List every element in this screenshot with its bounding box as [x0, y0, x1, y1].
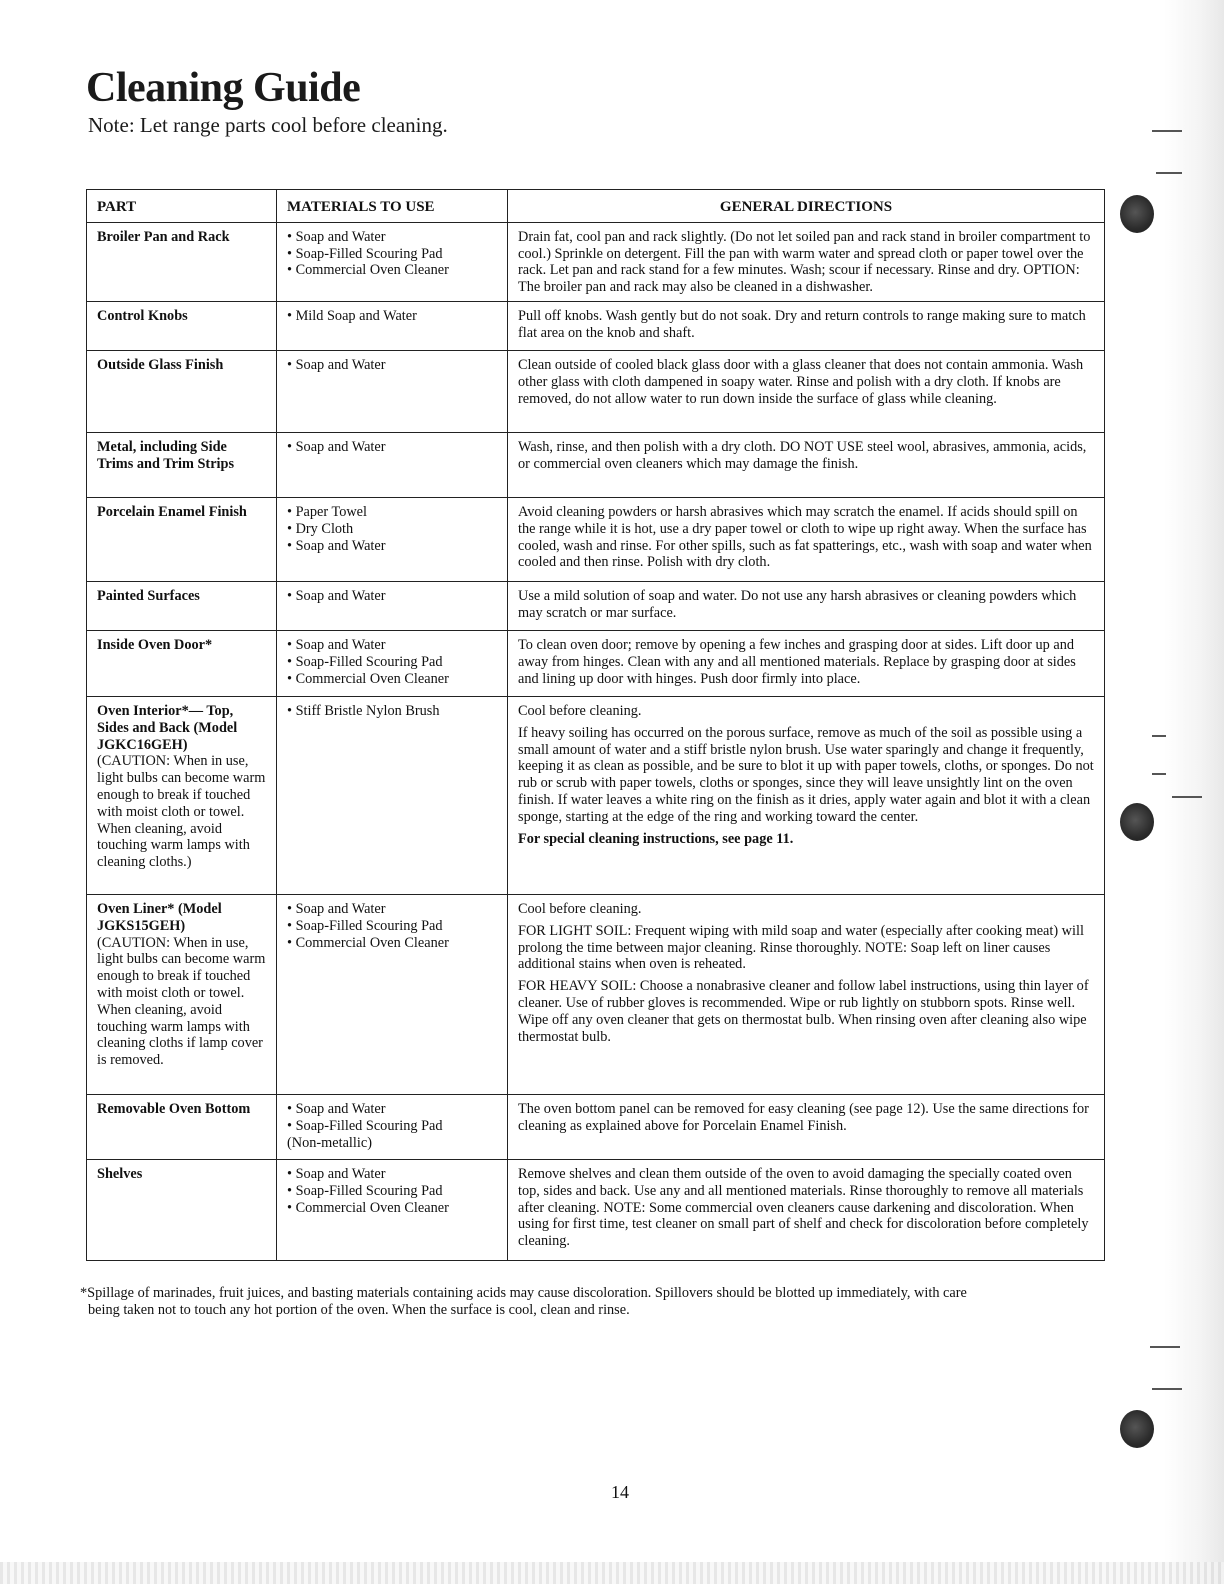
directions-cell — [508, 581, 1105, 630]
directions-text: If heavy soiling has occurred on the porous surface, remove as much of the soil as possible using a small amount of water and a stiff bristle nylon brush. Use water sparingly and change it frequently, keeping it as clean as possible, and be sure to blot it up with paper towels, cloths, or sponges. Do not rub or scrub with paper towels, cloths or sponges, since they will leave unsightly lint on the oven finish. If water leaves a white ring on the finish as it dries, apply water again and blot it with a clean sponge, starting at the edge of the ring and working toward the center. — [518, 724, 1094, 825]
directions-text: Pull off knobs. Wash gently but do not soak. Dry and return controls to range making sure to match flat area on the knob and shaft. — [518, 307, 1086, 341]
material-item: • Mild Soap and Water — [287, 308, 497, 325]
caution-note: (CAUTION: When in use, light bulbs can become warm enough to break if touched with moist cloth or towel. When cleaning, avoid touching warm lamps with cleaning cloths.) — [97, 753, 266, 871]
material-item: • Commercial Oven Cleaner — [287, 935, 497, 952]
scan-mark — [1152, 773, 1166, 775]
directions-text: To clean oven door; remove by opening a few inches and grasping door at sides. Lift door up and away from hinges. Clean with any and all mentioned materials. Replace by grasping door at sides and lining up door with hinges. Push door firmly into place. — [518, 636, 1076, 687]
scan-mark — [1156, 172, 1182, 174]
directions-text: Cool before cleaning. — [518, 900, 642, 917]
table-row — [87, 696, 1105, 894]
directions-text: Wash, rinse, and then polish with a dry cloth. DO NOT USE steel wool, abrasives, ammonia, acids, or commercial oven cleaners which may damage the finish. — [518, 438, 1087, 472]
directions-cell — [508, 301, 1105, 350]
table-row — [87, 301, 1105, 350]
part-name: Shelves — [97, 1165, 143, 1182]
directions-text: The oven bottom panel can be removed for easy cleaning (see page 12). Use the same directions for cleaning as explained above for Porcelain Enamel Finish. — [518, 1100, 1089, 1134]
materials-cell — [277, 350, 508, 432]
part-name: Removable Oven Bottom — [97, 1100, 251, 1117]
part-name: Painted Surfaces — [97, 587, 200, 604]
material-item: • Commercial Oven Cleaner — [287, 671, 497, 688]
material-item: • Soap and Water — [287, 901, 497, 918]
material-item: • Soap and Water — [287, 1101, 497, 1118]
table-row — [87, 497, 1105, 581]
directions-text: Clean outside of cooled black glass door with a glass cleaner that does not contain ammonia. Wash other glass with cloth dampened in soapy water. Rinse and polish with a dry cloth. If knobs are removed, do not allow water to run down inside the surface of glass while cleaning. — [518, 356, 1084, 407]
table-row — [87, 894, 1105, 1094]
material-item: • Soap-Filled Scouring Pad — [287, 918, 497, 935]
material-item: • Paper Towel — [287, 504, 497, 521]
materials-cell — [277, 1094, 508, 1159]
part-name: Porcelain Enamel Finish — [97, 503, 247, 520]
material-item: • Dry Cloth — [287, 521, 497, 538]
part-cell — [87, 696, 277, 894]
materials-cell — [277, 696, 508, 894]
table-row — [87, 1094, 1105, 1159]
part-cell — [87, 894, 277, 1094]
material-item: • Soap-Filled Scouring Pad — [287, 1118, 497, 1135]
binder-hole — [1120, 195, 1154, 233]
table-row — [87, 630, 1105, 696]
materials-cell — [277, 222, 508, 301]
table-row — [87, 222, 1105, 301]
directions-cell — [508, 497, 1105, 581]
directions-text: Remove shelves and clean them outside of the oven to avoid damaging the specially coated oven top, sides and back. Use any and all mentioned materials. Rinse thoroughly to remove all materials after cleaning. NOTE: Some commercial oven cleaners cause darkening and discoloration. When using for first time, test cleaner on small part of shelf and check for discoloration before completely cleaning. — [518, 1165, 1089, 1250]
materials-cell — [277, 497, 508, 581]
table-row — [87, 432, 1105, 497]
part-cell — [87, 432, 277, 497]
caution-note: (CAUTION: When in use, light bulbs can become warm enough to break if touched with moist cloth or towel. When cleaning, avoid touching warm lamps with cleaning cloths if lamp cover is removed. — [97, 934, 266, 1069]
scan-mark — [1172, 796, 1202, 798]
page-title: Cleaning Guide — [86, 65, 361, 111]
materials-cell — [277, 630, 508, 696]
part-name: Broiler Pan and Rack — [97, 228, 230, 245]
material-item: • Soap-Filled Scouring Pad — [287, 246, 497, 263]
column-header-part: PART — [87, 190, 277, 223]
material-item: • Soap and Water — [287, 538, 497, 555]
part-name: Oven Liner* (Model JGKS15GEH) — [97, 900, 222, 934]
part-cell — [87, 630, 277, 696]
table-row — [87, 350, 1105, 432]
column-header-directions: GENERAL DIRECTIONS — [508, 190, 1105, 223]
directions-cell — [508, 350, 1105, 432]
part-cell — [87, 1094, 277, 1159]
binder-hole — [1120, 803, 1154, 841]
materials-cell — [277, 432, 508, 497]
part-cell — [87, 350, 277, 432]
part-name: Metal, including Side Trims and Trim Strips — [97, 438, 235, 472]
material-item: • Soap and Water — [287, 229, 497, 246]
directions-cell — [508, 1159, 1105, 1260]
table-row — [87, 1159, 1105, 1260]
page-note: Note: Let range parts cool before cleaning. — [88, 113, 448, 137]
materials-cell — [277, 581, 508, 630]
scan-bottom-edge — [0, 1562, 1224, 1584]
material-item: • Commercial Oven Cleaner — [287, 262, 497, 279]
part-cell — [87, 581, 277, 630]
part-name: Outside Glass Finish — [97, 356, 224, 373]
directions-text: FOR HEAVY SOIL: Choose a nonabrasive cleaner and follow label instructions, using thin layer of cleaner. Use of rubber gloves is recommended. Wipe or rub lightly on stubborn spots. Rinse well. Wipe off any oven cleaner that gets on thermostat bulb. When rinsing oven after cleaning also wipe thermostat bulb. — [518, 978, 1089, 1045]
part-name: Control Knobs — [97, 307, 188, 324]
directions-cell — [508, 696, 1105, 894]
material-item: • Soap and Water — [287, 637, 497, 654]
scan-mark — [1152, 130, 1182, 132]
material-item: • Soap and Water — [287, 588, 497, 605]
directions-cell — [508, 630, 1105, 696]
part-cell — [87, 1159, 277, 1260]
part-cell — [87, 497, 277, 581]
material-item: • Soap-Filled Scouring Pad — [287, 654, 497, 671]
materials-cell — [277, 894, 508, 1094]
material-note: (Non-metallic) — [287, 1134, 372, 1151]
material-item: • Soap and Water — [287, 357, 497, 374]
footnote-line: being taken not to touch any hot portion of the oven. When the surface is cool, clean and rinse. — [88, 1302, 630, 1318]
scan-mark — [1150, 1346, 1180, 1348]
footnote — [80, 1285, 1080, 1319]
material-item: • Stiff Bristle Nylon Brush — [287, 703, 497, 720]
directions-cell — [508, 1094, 1105, 1159]
directions-text: Cool before cleaning. — [518, 702, 642, 719]
directions-cell — [508, 432, 1105, 497]
part-name: Inside Oven Door* — [97, 636, 213, 653]
material-item: • Soap and Water — [287, 1166, 497, 1183]
material-item: • Soap and Water — [287, 439, 497, 456]
part-name: Oven Interior*— Top, Sides and Back (Model JGKC16GEH) — [97, 702, 238, 753]
directions-text: Avoid cleaning powders or harsh abrasives which may scratch the enamel. If acids should spill on the range while it is hot, use a dry paper towel or cloth to wipe up right away. When the surface has cooled, wash and rinse. For other spills, such as fat spatterings, etc., wash with soap and water when cooled and then rinse. Polish with dry cloth. — [518, 503, 1092, 571]
directions-text: Use a mild solution of soap and water. Do not use any harsh abrasives or cleaning powders which may scratch or mar surface. — [518, 587, 1077, 621]
material-item: • Soap-Filled Scouring Pad — [287, 1183, 497, 1200]
binder-hole — [1120, 1410, 1154, 1448]
directions-cell — [508, 222, 1105, 301]
scan-mark — [1152, 735, 1166, 737]
part-cell — [87, 222, 277, 301]
scan-mark — [1152, 1388, 1182, 1390]
directions-text: Drain fat, cool pan and rack slightly. (Do not let soiled pan and rack stand in broiler compartment to cool.) Sprinkle on detergent. Fill the pan with warm water and spread cloth or paper towel over the rack. Let pan and rack stand for a few minutes. Wash; scour if necessary. Rinse and dry. OPTION: The broiler pan and rack may also be cleaned in a dishwasher. — [518, 228, 1091, 296]
part-cell — [87, 301, 277, 350]
table-header-row — [87, 190, 1105, 223]
column-header-materials: MATERIALS TO USE — [277, 190, 508, 223]
directions-reference: For special cleaning instructions, see page 11. — [518, 830, 794, 847]
table-row — [87, 581, 1105, 630]
cleaning-guide-table — [86, 189, 1105, 1261]
materials-cell — [277, 1159, 508, 1260]
page-number: 14 — [611, 1482, 629, 1502]
material-item: • Commercial Oven Cleaner — [287, 1200, 497, 1217]
directions-cell — [508, 894, 1105, 1094]
directions-text: FOR LIGHT SOIL: Frequent wiping with mild soap and water (especially after cooking meat) will prolong the time between major cleaning. Rinse thoroughly. NOTE: Soap left on liner causes additional stains when oven is reheated. — [518, 922, 1084, 973]
footnote-line: *Spillage of marinades, fruit juices, and basting materials containing acids may cause discoloration. Spillovers should be blotted up immediately, with care — [80, 1285, 967, 1301]
materials-cell — [277, 301, 508, 350]
